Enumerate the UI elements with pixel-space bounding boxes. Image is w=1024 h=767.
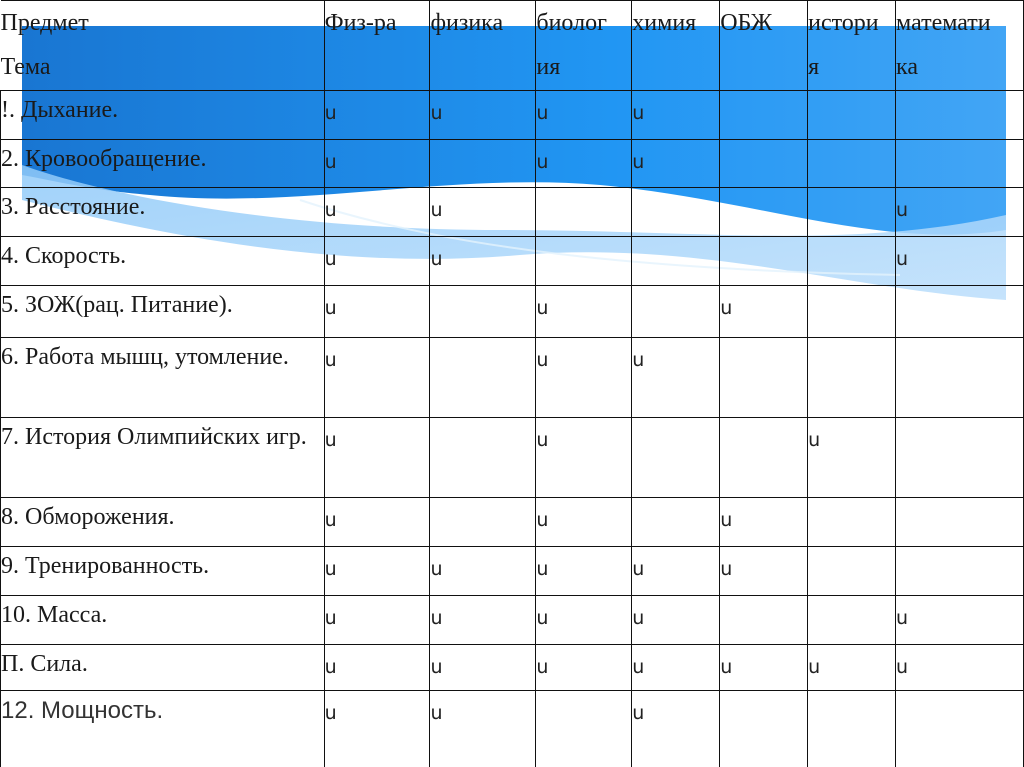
topic-cell: 6. Работа мышц, утомление. bbox=[1, 338, 325, 418]
mark-cell: u bbox=[808, 645, 896, 691]
mark-cell bbox=[896, 91, 1024, 140]
mark-cell bbox=[808, 691, 896, 767]
topic-cell: 10. Масса. bbox=[1, 596, 325, 645]
mark-cell bbox=[808, 237, 896, 286]
mark-cell: u bbox=[324, 596, 430, 645]
mark-cell: u bbox=[632, 140, 720, 188]
table-row bbox=[1, 547, 1024, 596]
mark-cell bbox=[536, 237, 632, 286]
mark-cell bbox=[632, 188, 720, 237]
mark-cell: u bbox=[324, 140, 430, 188]
mark-cell: u bbox=[536, 91, 632, 140]
mark-cell bbox=[896, 547, 1024, 596]
mark-cell: u bbox=[536, 140, 632, 188]
subject-header-cell: ОБЖ bbox=[720, 1, 808, 91]
subject-header-cell: истори я bbox=[808, 1, 896, 91]
topic-cell: !. Дыхание. bbox=[1, 91, 325, 140]
topic-cell: 4. Скорость. bbox=[1, 237, 325, 286]
mark-cell bbox=[896, 338, 1024, 418]
mark-cell bbox=[808, 338, 896, 418]
mark-cell bbox=[720, 140, 808, 188]
mark-cell bbox=[720, 691, 808, 767]
mark-cell: u bbox=[632, 645, 720, 691]
mark-cell bbox=[720, 237, 808, 286]
mark-cell bbox=[808, 286, 896, 338]
mark-cell bbox=[720, 338, 808, 418]
table-row bbox=[1, 188, 1024, 237]
mark-cell: u bbox=[896, 645, 1024, 691]
topic-cell: 8. Обморожения. bbox=[1, 498, 325, 547]
mark-cell bbox=[896, 691, 1024, 767]
topic-cell: 3. Расстояние. bbox=[1, 188, 325, 237]
table-row bbox=[1, 498, 1024, 547]
mark-cell: u bbox=[536, 645, 632, 691]
mark-cell: u bbox=[632, 338, 720, 418]
mark-cell: u bbox=[896, 237, 1024, 286]
mark-cell: u bbox=[536, 286, 632, 338]
mark-cell: u bbox=[324, 691, 430, 767]
mark-cell bbox=[808, 498, 896, 547]
table-row bbox=[1, 418, 1024, 498]
mark-cell bbox=[536, 691, 632, 767]
mark-cell: u bbox=[430, 91, 536, 140]
mark-cell bbox=[430, 498, 536, 547]
subject-label: Предмет bbox=[0, 10, 89, 36]
mark-cell bbox=[632, 286, 720, 338]
topic-label: Тема bbox=[0, 54, 51, 80]
mark-cell: u bbox=[632, 91, 720, 140]
topic-cell: 5. ЗОЖ(рац. Питание). bbox=[1, 286, 325, 338]
mark-cell bbox=[808, 188, 896, 237]
mark-cell bbox=[896, 498, 1024, 547]
mark-cell bbox=[632, 418, 720, 498]
mark-cell: u bbox=[324, 645, 430, 691]
mark-cell: u bbox=[536, 596, 632, 645]
mark-cell bbox=[720, 596, 808, 645]
mark-cell: u bbox=[430, 237, 536, 286]
mark-cell bbox=[808, 140, 896, 188]
mark-cell: u bbox=[430, 691, 536, 767]
mark-cell bbox=[632, 498, 720, 547]
mark-cell: u bbox=[536, 498, 632, 547]
subject-header-cell: физика bbox=[430, 1, 536, 91]
mark-cell: u bbox=[324, 338, 430, 418]
table-row bbox=[1, 596, 1024, 645]
mark-cell bbox=[896, 140, 1024, 188]
mark-cell bbox=[720, 91, 808, 140]
mark-cell: u bbox=[720, 547, 808, 596]
mark-cell: u bbox=[430, 596, 536, 645]
subject-header-cell: Физ-ра bbox=[324, 1, 430, 91]
mark-cell: u bbox=[324, 418, 430, 498]
table-row bbox=[1, 140, 1024, 188]
mark-cell bbox=[632, 237, 720, 286]
mark-cell: u bbox=[896, 596, 1024, 645]
subject-header-cell: математи ка bbox=[896, 1, 1024, 91]
mark-cell: u bbox=[720, 286, 808, 338]
mark-cell bbox=[896, 418, 1024, 498]
mark-cell: u bbox=[324, 498, 430, 547]
mark-cell: u bbox=[536, 418, 632, 498]
mark-cell: u bbox=[324, 188, 430, 237]
mark-cell: u bbox=[324, 237, 430, 286]
mark-cell bbox=[808, 547, 896, 596]
mark-cell bbox=[896, 286, 1024, 338]
mark-cell bbox=[720, 188, 808, 237]
subject-header-cell: биолог ия bbox=[536, 1, 632, 91]
table-row bbox=[1, 91, 1024, 140]
mark-cell bbox=[720, 418, 808, 498]
table-row bbox=[1, 645, 1024, 691]
mark-cell: u bbox=[632, 596, 720, 645]
mark-cell bbox=[536, 188, 632, 237]
table-row bbox=[1, 338, 1024, 418]
topic-cell: 12. Мощность. bbox=[1, 691, 325, 767]
mark-cell: u bbox=[896, 188, 1024, 237]
mark-cell: u bbox=[324, 91, 430, 140]
mark-cell: u bbox=[324, 547, 430, 596]
mark-cell bbox=[808, 91, 896, 140]
table-row bbox=[1, 691, 1024, 767]
header-row bbox=[1, 1, 1024, 91]
mark-cell: u bbox=[324, 286, 430, 338]
mark-cell bbox=[430, 140, 536, 188]
topic-cell: 2. Кровообращение. bbox=[1, 140, 325, 188]
mark-cell: u bbox=[430, 547, 536, 596]
corner-header-cell bbox=[1, 1, 325, 91]
mark-cell bbox=[430, 338, 536, 418]
mark-cell bbox=[808, 596, 896, 645]
mark-cell: u bbox=[632, 691, 720, 767]
topic-cell: 7. История Олимпийских игр. bbox=[1, 418, 325, 498]
table-body bbox=[1, 91, 1024, 767]
mark-cell: u bbox=[430, 188, 536, 237]
mark-cell: u bbox=[430, 645, 536, 691]
table-row bbox=[1, 237, 1024, 286]
table-row bbox=[1, 286, 1024, 338]
mark-cell: u bbox=[720, 645, 808, 691]
mark-cell: u bbox=[632, 547, 720, 596]
topic-cell: 9. Тренированность. bbox=[1, 547, 325, 596]
mark-cell: u bbox=[720, 498, 808, 547]
topic-cell: П. Сила. bbox=[1, 645, 325, 691]
mark-cell: u bbox=[536, 338, 632, 418]
mark-cell bbox=[430, 286, 536, 338]
mark-cell: u bbox=[808, 418, 896, 498]
mark-cell bbox=[430, 418, 536, 498]
subject-header-cell: химия bbox=[632, 1, 720, 91]
mark-cell: u bbox=[536, 547, 632, 596]
